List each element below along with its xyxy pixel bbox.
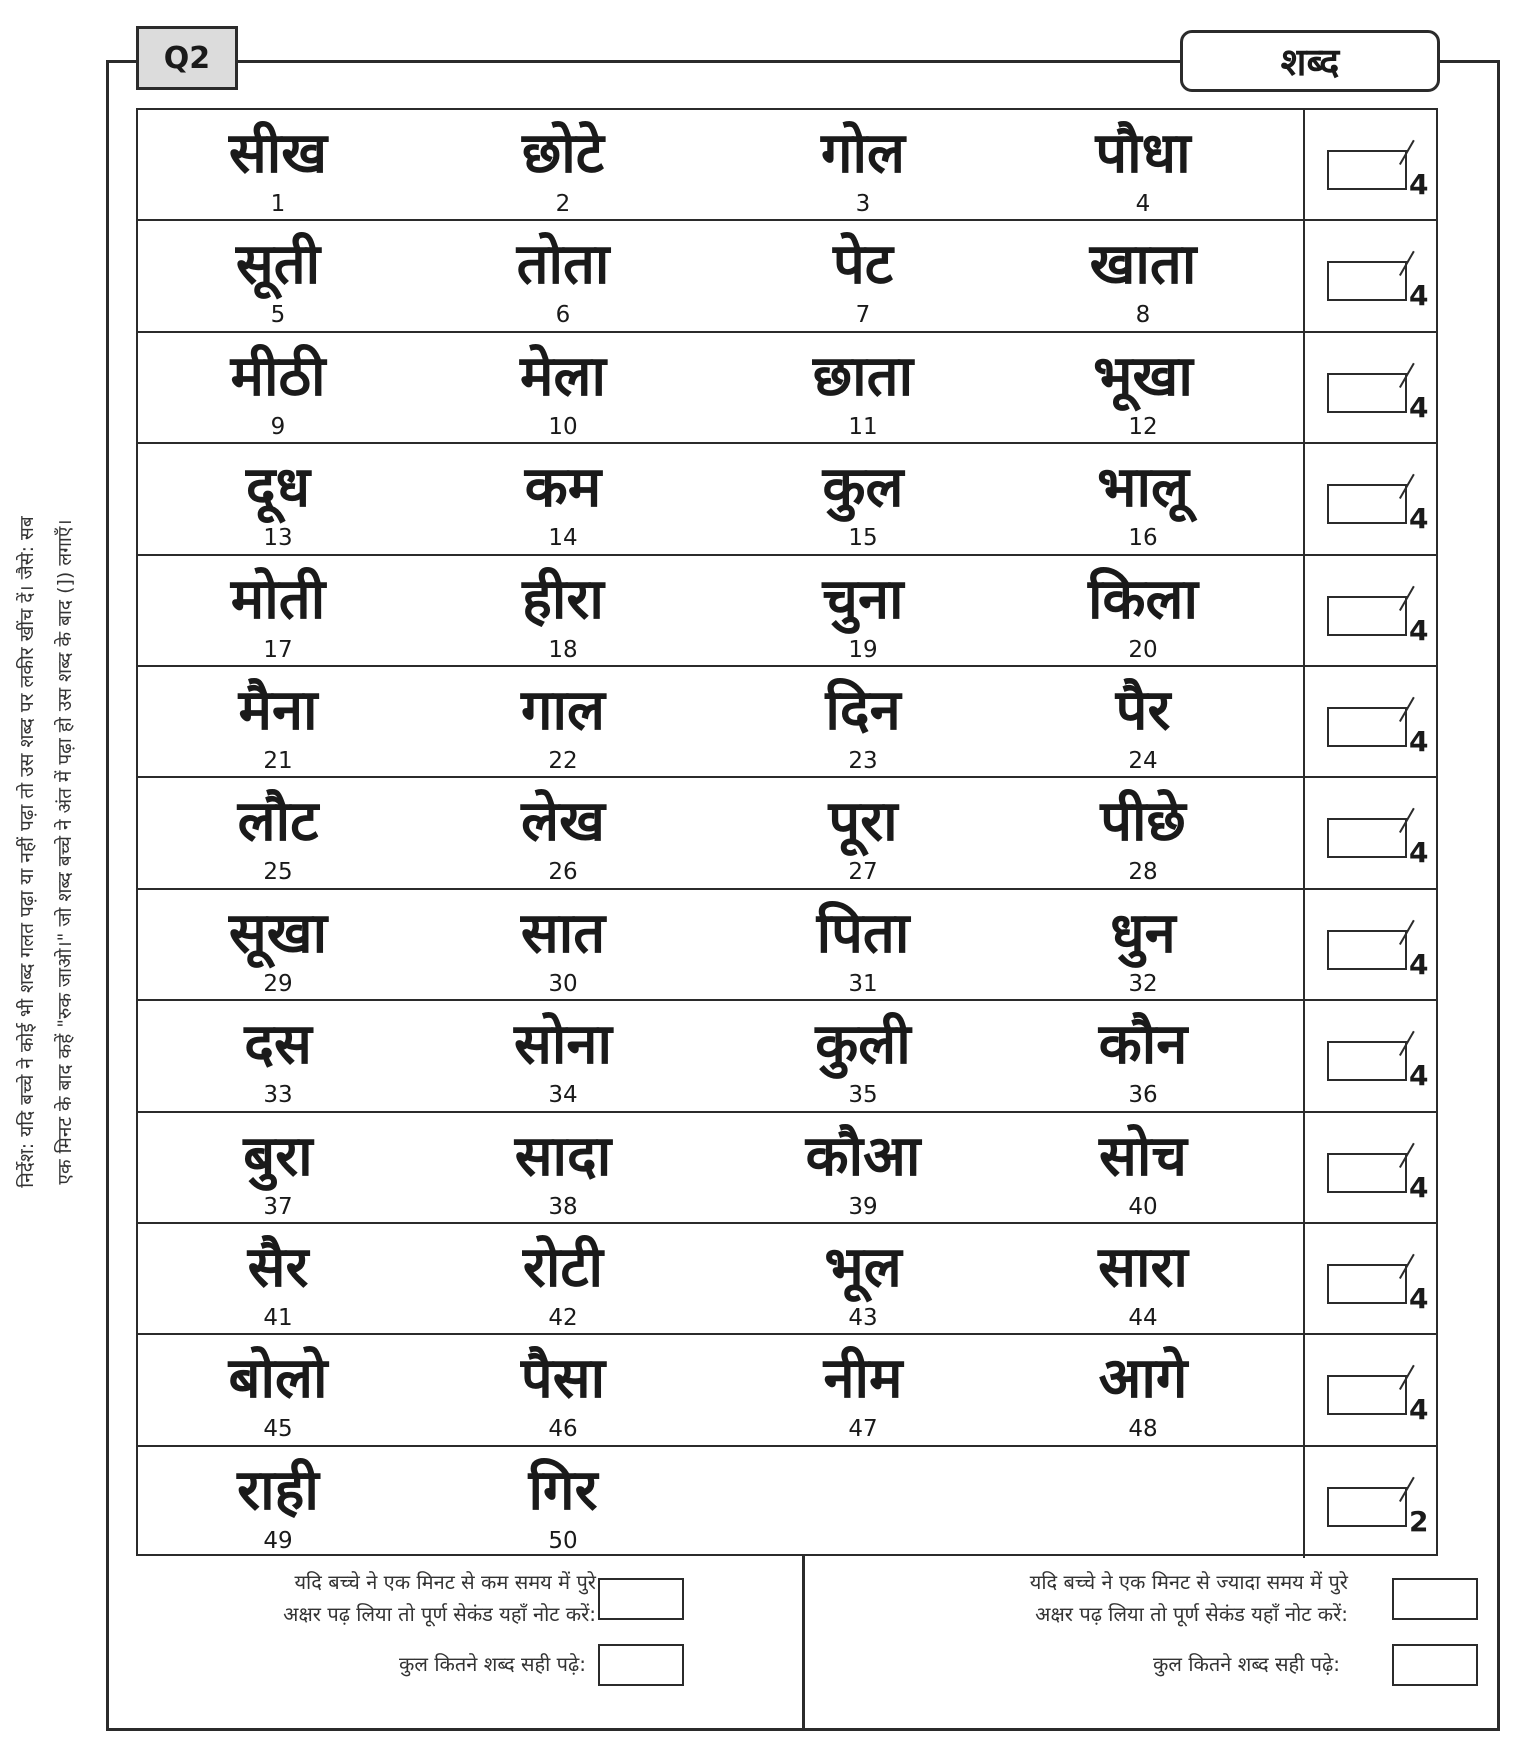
- row-score: [1313, 1113, 1433, 1222]
- score-divider: [1303, 890, 1305, 999]
- word-row: [138, 556, 1436, 667]
- word-cell[interactable]: [428, 110, 698, 219]
- side-instruction-line-1: निर्देश: यदि बच्चे ने कोई भी शब्द गलत पढ़ा या नहीं पढ़ा तो उस शब्द पर लकीर खींच दें। जैसे: सब: [16, 516, 38, 1188]
- word-cell[interactable]: [428, 778, 698, 887]
- word-number: 44: [1128, 1304, 1158, 1331]
- left-total-label: कुल कितने शब्द सही पढ़े:: [399, 1652, 586, 1676]
- score-divider: [1303, 667, 1305, 776]
- word-cell[interactable]: [1008, 1224, 1278, 1333]
- word-number: 23: [848, 747, 878, 774]
- word-text: छोटे: [522, 121, 604, 186]
- word-text: मीठी: [230, 343, 326, 409]
- score-divider: [1303, 1113, 1305, 1222]
- word-number: 47: [848, 1416, 878, 1443]
- word-text: चुना: [822, 566, 904, 632]
- score-input-box[interactable]: [1327, 150, 1407, 190]
- word-cell[interactable]: [428, 1335, 698, 1444]
- right-seconds-box[interactable]: [1392, 1578, 1478, 1620]
- word-cell[interactable]: [143, 778, 413, 887]
- word-number: 3: [855, 191, 871, 217]
- score-input-box[interactable]: [1327, 1487, 1407, 1527]
- word-number: 42: [548, 1304, 578, 1331]
- word-text: भालू: [1097, 455, 1189, 521]
- word-text: मोती: [230, 566, 326, 632]
- word-text: खाता: [1089, 232, 1197, 298]
- word-number: 13: [263, 525, 293, 552]
- score-input-box[interactable]: [1327, 261, 1407, 301]
- right-total-box[interactable]: [1392, 1644, 1478, 1686]
- word-number: 35: [848, 1082, 878, 1109]
- word-cell[interactable]: [1008, 110, 1278, 219]
- word-text: किला: [1088, 566, 1198, 632]
- word-number: 27: [848, 859, 878, 886]
- score-divider: [1303, 110, 1305, 219]
- score-divider: [1303, 1335, 1305, 1444]
- word-cell[interactable]: [728, 1224, 998, 1333]
- word-number: 19: [848, 636, 878, 663]
- row-score: [1313, 778, 1433, 887]
- word-number: 10: [548, 413, 578, 440]
- word-row: [138, 110, 1436, 221]
- word-text: हीरा: [522, 566, 604, 632]
- word-cell[interactable]: [428, 556, 698, 665]
- score-divider: [1303, 333, 1305, 442]
- score-input-box[interactable]: [1327, 930, 1407, 970]
- score-input-box[interactable]: [1327, 707, 1407, 747]
- section-title: शब्द: [1180, 30, 1440, 92]
- word-text: पिता: [816, 900, 910, 966]
- word-cell[interactable]: [1008, 1001, 1278, 1110]
- word-text: मैना: [238, 677, 318, 743]
- row-score: [1313, 1001, 1433, 1110]
- word-cell[interactable]: [428, 890, 698, 999]
- word-text: सोना: [514, 1012, 612, 1078]
- word-number: 48: [1128, 1416, 1158, 1443]
- row-score: [1313, 1447, 1433, 1558]
- word-number: 1: [270, 191, 286, 217]
- word-number: 21: [263, 747, 293, 774]
- row-score: [1313, 1335, 1433, 1444]
- word-number: 5: [270, 302, 286, 329]
- word-number: 25: [263, 859, 293, 886]
- word-number: 37: [263, 1193, 293, 1220]
- word-text: आगे: [1098, 1346, 1188, 1412]
- word-cell[interactable]: [143, 1335, 413, 1444]
- word-text: गाल: [521, 677, 605, 743]
- row-score: [1313, 1224, 1433, 1333]
- word-cell[interactable]: [728, 444, 998, 553]
- word-number: 33: [263, 1082, 293, 1109]
- bottom-section: [136, 1556, 1498, 1729]
- word-number: 12: [1128, 413, 1158, 440]
- word-cell[interactable]: [728, 110, 998, 219]
- word-text: तोता: [516, 232, 610, 298]
- word-text: मेला: [520, 343, 606, 409]
- word-text: कम: [524, 455, 602, 521]
- word-text: पौधा: [1095, 121, 1191, 186]
- side-instruction: [8, 412, 98, 1292]
- word-number: 34: [548, 1082, 578, 1109]
- word-number: 40: [1128, 1193, 1158, 1220]
- right-seconds-instruction: यदि बच्चे ने एक मिनट से ज्यादा समय में पुरे अक्षर पढ़ लिया तो पूर्ण सेकंड यहाँ नोट करें:: [1029, 1570, 1348, 1626]
- word-row: [138, 1001, 1436, 1112]
- word-cell[interactable]: [1008, 444, 1278, 553]
- score-max: 4: [1409, 1393, 1429, 1427]
- word-number: 50: [548, 1527, 578, 1554]
- word-number: 4: [1135, 191, 1151, 217]
- word-number: 36: [1128, 1082, 1158, 1109]
- word-cell[interactable]: [728, 1113, 998, 1222]
- word-number: 24: [1128, 747, 1158, 774]
- word-row: [138, 221, 1436, 332]
- word-text: दिन: [825, 677, 901, 743]
- word-number: 43: [848, 1304, 878, 1331]
- score-divider: [1303, 1224, 1305, 1333]
- word-number: 39: [848, 1193, 878, 1220]
- word-cell[interactable]: [428, 1447, 698, 1558]
- word-cell[interactable]: [143, 556, 413, 665]
- word-cell[interactable]: [428, 667, 698, 776]
- word-cell[interactable]: [143, 333, 413, 442]
- word-text: राही: [237, 1457, 319, 1523]
- word-cell[interactable]: [143, 110, 413, 219]
- left-seconds-instruction: यदि बच्चे ने एक मिनट से कम समय में पुरे अक्षर पढ़ लिया तो पूर्ण सेकंड यहाँ नोट करें:: [283, 1570, 596, 1626]
- word-number: 28: [1128, 859, 1158, 886]
- word-number: 22: [548, 747, 578, 774]
- word-text: पूरा: [828, 789, 898, 855]
- word-cell[interactable]: [1008, 556, 1278, 665]
- word-text: लौट: [237, 789, 319, 855]
- score-max: 4: [1409, 1059, 1429, 1093]
- word-cell[interactable]: [1008, 1113, 1278, 1222]
- word-number: 7: [855, 302, 871, 329]
- row-score: [1313, 333, 1433, 442]
- score-input-box[interactable]: [1327, 373, 1407, 413]
- word-cell[interactable]: [728, 667, 998, 776]
- word-number: 20: [1128, 636, 1158, 663]
- word-text: भूल: [824, 1234, 902, 1300]
- score-input-box[interactable]: [1327, 1041, 1407, 1081]
- word-text: पीछे: [1100, 789, 1186, 855]
- word-number: 15: [848, 525, 878, 552]
- left-seconds-box[interactable]: [598, 1578, 684, 1620]
- word-cell[interactable]: [143, 1224, 413, 1333]
- score-divider: [1303, 1001, 1305, 1110]
- word-text: बोलो: [228, 1346, 328, 1412]
- score-input-box[interactable]: [1327, 818, 1407, 858]
- word-text: पेट: [832, 232, 894, 298]
- word-cell[interactable]: [1008, 667, 1278, 776]
- word-number: 2: [555, 191, 571, 217]
- score-max: 2: [1409, 1504, 1429, 1538]
- word-row: [138, 778, 1436, 889]
- word-number: 29: [263, 970, 293, 997]
- word-text: दस: [244, 1012, 312, 1078]
- word-text: छाता: [812, 343, 914, 409]
- question-tag: Q2: [136, 26, 238, 90]
- word-number: 32: [1128, 970, 1158, 997]
- word-number: 38: [548, 1193, 578, 1220]
- word-cell[interactable]: [728, 1001, 998, 1110]
- word-row: [138, 1224, 1436, 1335]
- word-row: [138, 1113, 1436, 1224]
- word-cell[interactable]: [728, 890, 998, 999]
- word-row: [138, 1447, 1436, 1558]
- score-divider: [1303, 444, 1305, 553]
- word-number: 16: [1128, 525, 1158, 552]
- word-cell[interactable]: [143, 221, 413, 330]
- score-max: 4: [1409, 724, 1429, 758]
- word-text: रोटी: [522, 1234, 604, 1300]
- word-cell[interactable]: [728, 556, 998, 665]
- word-cell[interactable]: [143, 1447, 413, 1558]
- word-text: लेख: [521, 789, 605, 855]
- word-cell[interactable]: [143, 890, 413, 999]
- word-cell[interactable]: [1008, 890, 1278, 999]
- word-cell[interactable]: [428, 1224, 698, 1333]
- word-text: गिर: [528, 1457, 598, 1523]
- word-text: कौन: [1098, 1012, 1188, 1078]
- word-number: 18: [548, 636, 578, 663]
- score-max: 4: [1409, 1281, 1429, 1315]
- side-instruction-line-2: एक मिनट के बाद कहें "रुक जाओ।" जो शब्द बच्चे ने अंत में पढ़ा हो उस शब्द के बाद (]) लगाएँ।: [54, 519, 76, 1185]
- word-text: सूती: [235, 232, 321, 298]
- score-max: 4: [1409, 1170, 1429, 1204]
- score-divider: [1303, 221, 1305, 330]
- word-row: [138, 1335, 1436, 1446]
- word-text: पैर: [1115, 677, 1171, 743]
- word-cell[interactable]: [728, 333, 998, 442]
- word-text: सारा: [1098, 1234, 1188, 1300]
- word-text: कुली: [815, 1012, 911, 1078]
- word-cell[interactable]: [728, 778, 998, 887]
- word-text: सात: [520, 900, 606, 966]
- word-cell[interactable]: [143, 667, 413, 776]
- word-row: [138, 890, 1436, 1001]
- word-cell[interactable]: [1008, 221, 1278, 330]
- left-total-box[interactable]: [598, 1644, 684, 1686]
- word-cell[interactable]: [143, 1113, 413, 1222]
- score-input-box[interactable]: [1327, 1375, 1407, 1415]
- word-text: धुन: [1110, 900, 1176, 966]
- score-divider: [1303, 778, 1305, 887]
- score-input-box[interactable]: [1327, 484, 1407, 524]
- word-row: [138, 667, 1436, 778]
- word-text: पैसा: [520, 1346, 606, 1412]
- word-text: सादा: [514, 1123, 612, 1189]
- word-text: भूखा: [1093, 343, 1193, 409]
- bottom-divider: [802, 1556, 805, 1729]
- score-input-box[interactable]: [1327, 596, 1407, 636]
- word-number: 46: [548, 1416, 578, 1443]
- word-text: नीम: [823, 1346, 903, 1412]
- score-max: 4: [1409, 613, 1429, 647]
- word-number: 30: [548, 970, 578, 997]
- word-cell[interactable]: [728, 1335, 998, 1444]
- word-cell[interactable]: [1008, 333, 1278, 442]
- score-input-box[interactable]: [1327, 1153, 1407, 1193]
- row-score: [1313, 890, 1433, 999]
- word-text: गोल: [821, 121, 905, 186]
- row-score: [1313, 110, 1433, 219]
- score-max: 4: [1409, 502, 1429, 536]
- row-score: [1313, 556, 1433, 665]
- word-text: कौआ: [805, 1123, 921, 1189]
- word-number: 41: [263, 1304, 293, 1331]
- word-cell[interactable]: [428, 1113, 698, 1222]
- word-number: 11: [848, 413, 878, 440]
- word-cell[interactable]: [728, 221, 998, 330]
- word-number: 31: [848, 970, 878, 997]
- word-cell[interactable]: [1008, 1335, 1278, 1444]
- word-row: [138, 444, 1436, 555]
- score-max: 4: [1409, 836, 1429, 870]
- word-cell[interactable]: [1008, 778, 1278, 887]
- word-grid: [136, 108, 1438, 1556]
- word-text: सूखा: [228, 900, 328, 966]
- word-text: दूध: [245, 455, 311, 521]
- word-cell[interactable]: [428, 1001, 698, 1110]
- word-number: 26: [548, 859, 578, 886]
- score-max: 4: [1409, 279, 1429, 313]
- word-text: बुरा: [243, 1123, 313, 1189]
- word-number: 45: [263, 1416, 293, 1443]
- word-number: 14: [548, 525, 578, 552]
- right-total-label: कुल कितने शब्द सही पढ़े:: [1153, 1652, 1340, 1676]
- word-cell[interactable]: [143, 1001, 413, 1110]
- row-score: [1313, 221, 1433, 330]
- word-row: [138, 333, 1436, 444]
- word-text: सैर: [247, 1234, 309, 1300]
- row-score: [1313, 444, 1433, 553]
- word-cell[interactable]: [428, 333, 698, 442]
- word-text: सीख: [228, 121, 328, 186]
- word-cell[interactable]: [143, 444, 413, 553]
- score-max: 4: [1409, 947, 1429, 981]
- word-number: 49: [263, 1527, 293, 1554]
- word-number: 6: [555, 302, 571, 329]
- word-text: कुल: [822, 455, 904, 521]
- score-divider: [1303, 1447, 1305, 1558]
- word-number: 17: [263, 636, 293, 663]
- word-number: 9: [270, 413, 286, 440]
- score-max: 4: [1409, 168, 1429, 201]
- word-text: सोच: [1099, 1123, 1187, 1189]
- score-max: 4: [1409, 390, 1429, 424]
- row-score: [1313, 667, 1433, 776]
- word-cell[interactable]: [428, 221, 698, 330]
- score-divider: [1303, 556, 1305, 665]
- score-input-box[interactable]: [1327, 1264, 1407, 1304]
- word-number: 8: [1135, 302, 1151, 329]
- word-cell[interactable]: [428, 444, 698, 553]
